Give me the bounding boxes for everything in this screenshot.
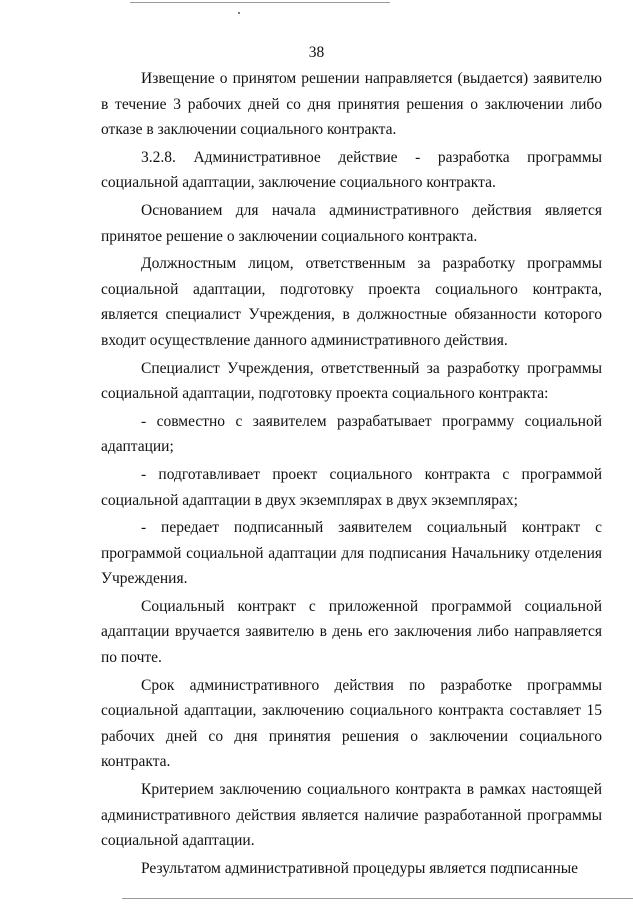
- scan-edge-top: [130, 2, 390, 3]
- page-number: 38: [308, 44, 325, 61]
- paragraph: Извещение о принятом решении направляется (выдается) заявителю в течение 3 рабочих дней со дня принятия решения о заключении либо отказе в заключении социального контракта.: [101, 70, 602, 139]
- list-item: - совместно с заявителем разрабатывает программу социальной адаптации;: [101, 412, 602, 456]
- paragraph: Должностным лицом, ответственным за разработку программы социальной адаптации, подготовку проекта социального контракта, является специалист Учреждения, в должностные обязанности которого входит осуществление данного административного действия.: [101, 255, 602, 349]
- paragraph: Социальный контракт с приложенной программой социальной адаптации вручается заявителю в день его заключения либо направляется по почте.: [101, 597, 602, 667]
- document-body: [101, 66, 602, 881]
- scan-speck: [238, 12, 240, 14]
- scan-edge-bottom: [122, 898, 633, 899]
- list-item: - передает подписанный заявителем социальный контракт с программой социальной адаптации для подписания Начальнику отделения Учреждения.: [101, 519, 602, 588]
- paragraph: Критерием заключению социального контракта в рамках настоящей административного действия является наличие разработанной программы социальной адаптации.: [101, 781, 602, 850]
- paragraph: 3.2.8. Административное действие - разработка программы социальной адаптации, заключение социального контракта.: [101, 148, 602, 192]
- paragraph: Специалист Учреждения, ответственный за разработку программы социальной адаптации, подготовку проекта социального контракта:: [101, 359, 602, 403]
- list-item: - подготавливает проект социального контракта с программой социальной адаптации в двух экземплярах в двух экземплярах;: [101, 465, 602, 509]
- paragraph: Основанием для начала административного действия является принятое решение о заключении социального контракта.: [101, 201, 602, 245]
- paragraph: Результатом административной процедуры является подписанные: [141, 859, 579, 877]
- paragraph: Срок административного действия по разработке программы социальной адаптации, заключению социального контракта составляет 15 рабочих дней со дня принятия решения о заключении социального контракта.: [101, 676, 602, 771]
